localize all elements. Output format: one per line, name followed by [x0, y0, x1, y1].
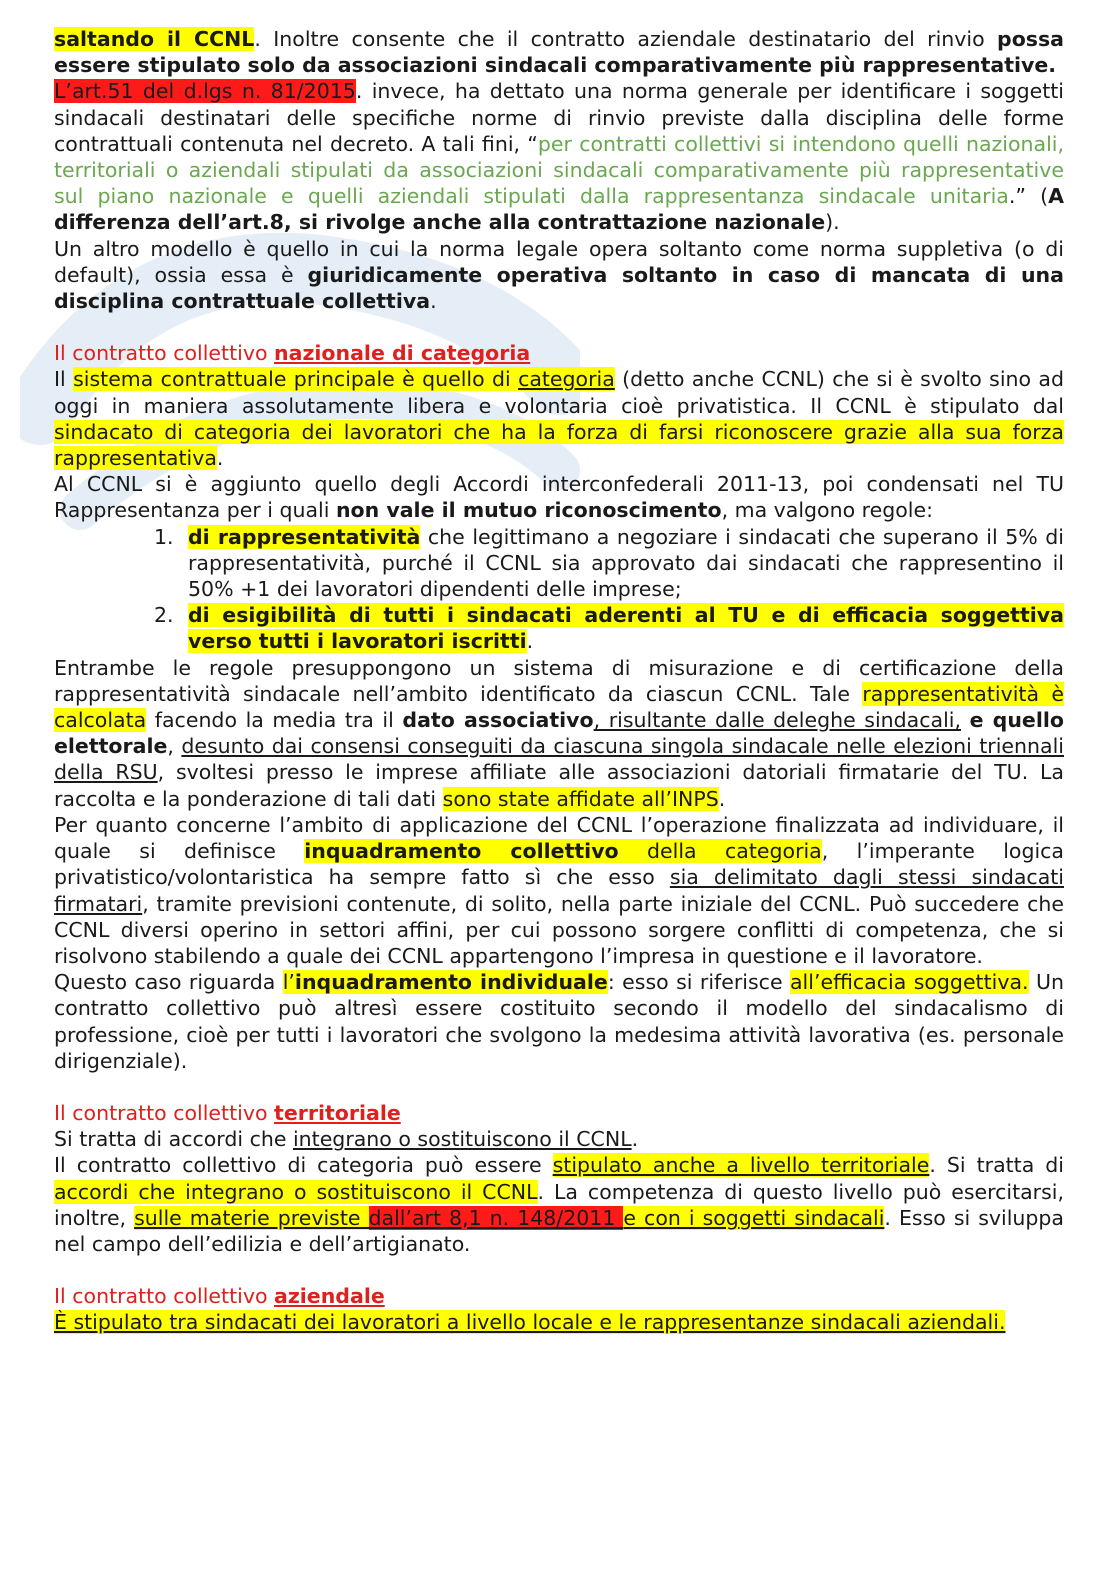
list-item: 2. di esigibilità di tutti i sindacati aderenti al TU e di efficacia soggettiva verso tutti i lavoratori iscritti.: [154, 603, 1064, 654]
document-page: [54, 26, 1064, 1336]
nazionale-paragraph-4: Per quanto concerne l’ambito di applicazione del CCNL l’operazione finalizzata ad individuare, il quale si definisce inquadramento collettivo della categoria, l’imperante logica privatistico/volontaristica ha sempre fatto sì che esso sia delimitato dagli stessi sindacati firmatari, tramite previsioni contenute, di solito, nella parte iniziale del CCNL. Può succedere che CCNL diversi operino in settori affini, per cui possono sorgere conflitti di competenza, che si risolvono stabilendo a quale dei CCNL appartengono l’impresa in questione e il lavoratore.: [54, 812, 1064, 968]
intro-paragraph-2: L’art.51 del d.lgs n. 81/2015. invece, ha dettato una norma generale per identificare i soggetti sindacali destinatari delle specifiche norme di rinvio previste dalla disciplina delle forme contrattuali contenuta nel decreto. A tali fini, “per contratti collettivi si intendono quelli nazionali, territoriali o aziendali stipulati da associazioni sindacali comparativamente più rappresentative sul piano nazionale e quelli aziendali stipulati dalla rappresentanza sindacale unitaria.” (A differenza dell’art.8, si rivolge anche alla contrattazione nazionale).: [54, 79, 1065, 235]
section-heading-nazionale: Il contratto collettivo nazionale di categoria: [54, 341, 531, 366]
territoriale-paragraph-1: Si tratta di accordi che integrano o sostituiscono il CCNL.: [54, 1127, 639, 1152]
nazionale-paragraph-1: Il sistema contrattuale principale è quello di categoria (detto anche CCNL) che si è svolto sino ad oggi in maniera assolutamente libera e volontaria cioè privatistica. Il CCNL è stipulato dal sindacato di categoria dei lavoratori che ha la forza di farsi riconoscere grazie alla sua forza rappresentativa.: [54, 367, 1064, 471]
territoriale-paragraph-2: Il contratto collettivo di categoria può essere stipulato anche a livello territoriale. Si tratta di accordi che integrano o sostituiscono il CCNL. La competenza di questo livello può esercitarsi, inoltre, sulle materie previste dall’art 8,1 n. 148/2011 e con i soggetti sindacali. Esso si sviluppa nel campo dell’edilizia e dell’artigianato.: [54, 1153, 1064, 1256]
legal-quote: per contratti collettivi si intendono quelli nazionali, territoriali o aziendali stipulati da associazioni sindacali comparativamente più rappresentative sul piano nazionale e quelli aziendali stipulati dalla rappresentanza sindacale unitaria: [54, 131, 1064, 209]
intro-paragraph-1: saltando il CCNL. Inoltre consente che il contratto aziendale destinatario del rinvio possa essere stipulato solo da associazioni sindacali comparativamente più rappresentative.: [54, 27, 1065, 78]
intro-paragraph-3: Un altro modello è quello in cui la norma legale opera soltanto come norma suppletiva (o di default), ossia essa è giuridicamente operativa soltanto in caso di mancata di una disciplina contrattuale collettiva.: [54, 236, 1064, 314]
aziendale-paragraph-1: È stipulato tra sindacati dei lavoratori a livello locale e le rappresentanze sindacali aziendali.: [54, 1310, 1006, 1335]
nazionale-paragraph-2: Al CCNL si è aggiunto quello degli Accordi interconfederali 2011-13, poi condensati nel TU Rappresentanza per i quali non vale il mutuo riconoscimento, ma valgono regole:: [54, 472, 1064, 523]
list-item: 1. di rappresentatività che legittimano a negoziare i sindacati che superano il 5% di rappresentatività, purché il CCNL sia approvato dai sindacati che rappresentino il 50% +1 dei lavoratori dipendenti delle imprese;: [154, 524, 1064, 602]
rules-list: [54, 524, 1064, 655]
nazionale-paragraph-3: Entrambe le regole presuppongono un sistema di misurazione e di certificazione della rappresentatività sindacale nell’ambito identificato da ciascun CCNL. Tale rappresentatività è calcolata facendo la media tra il dato associativo, risultante dalle deleghe sindacali, e quello elettorale, desunto dai consensi conseguiti da ciascuna singola sindacale nelle elezioni triennali della RSU, svoltesi presso le imprese affiliate alle associazioni datoriali firmatarie del TU. La raccolta e la ponderazione di tali dati sono state affidate all’INPS.: [54, 655, 1065, 811]
nazionale-paragraph-5: Questo caso riguarda l’inquadramento individuale: esso si riferisce all’efficacia soggettiva. Un contratto collettivo può altresì essere costituito secondo il modello del sindacalismo di professione, cioè per tutti i lavoratori che svolgono la medesima attività lavorativa (es. personale dirigenziale).: [54, 970, 1064, 1073]
section-heading-aziendale: Il contratto collettivo aziendale: [54, 1284, 385, 1309]
section-heading-territoriale: Il contratto collettivo territoriale: [54, 1100, 401, 1125]
